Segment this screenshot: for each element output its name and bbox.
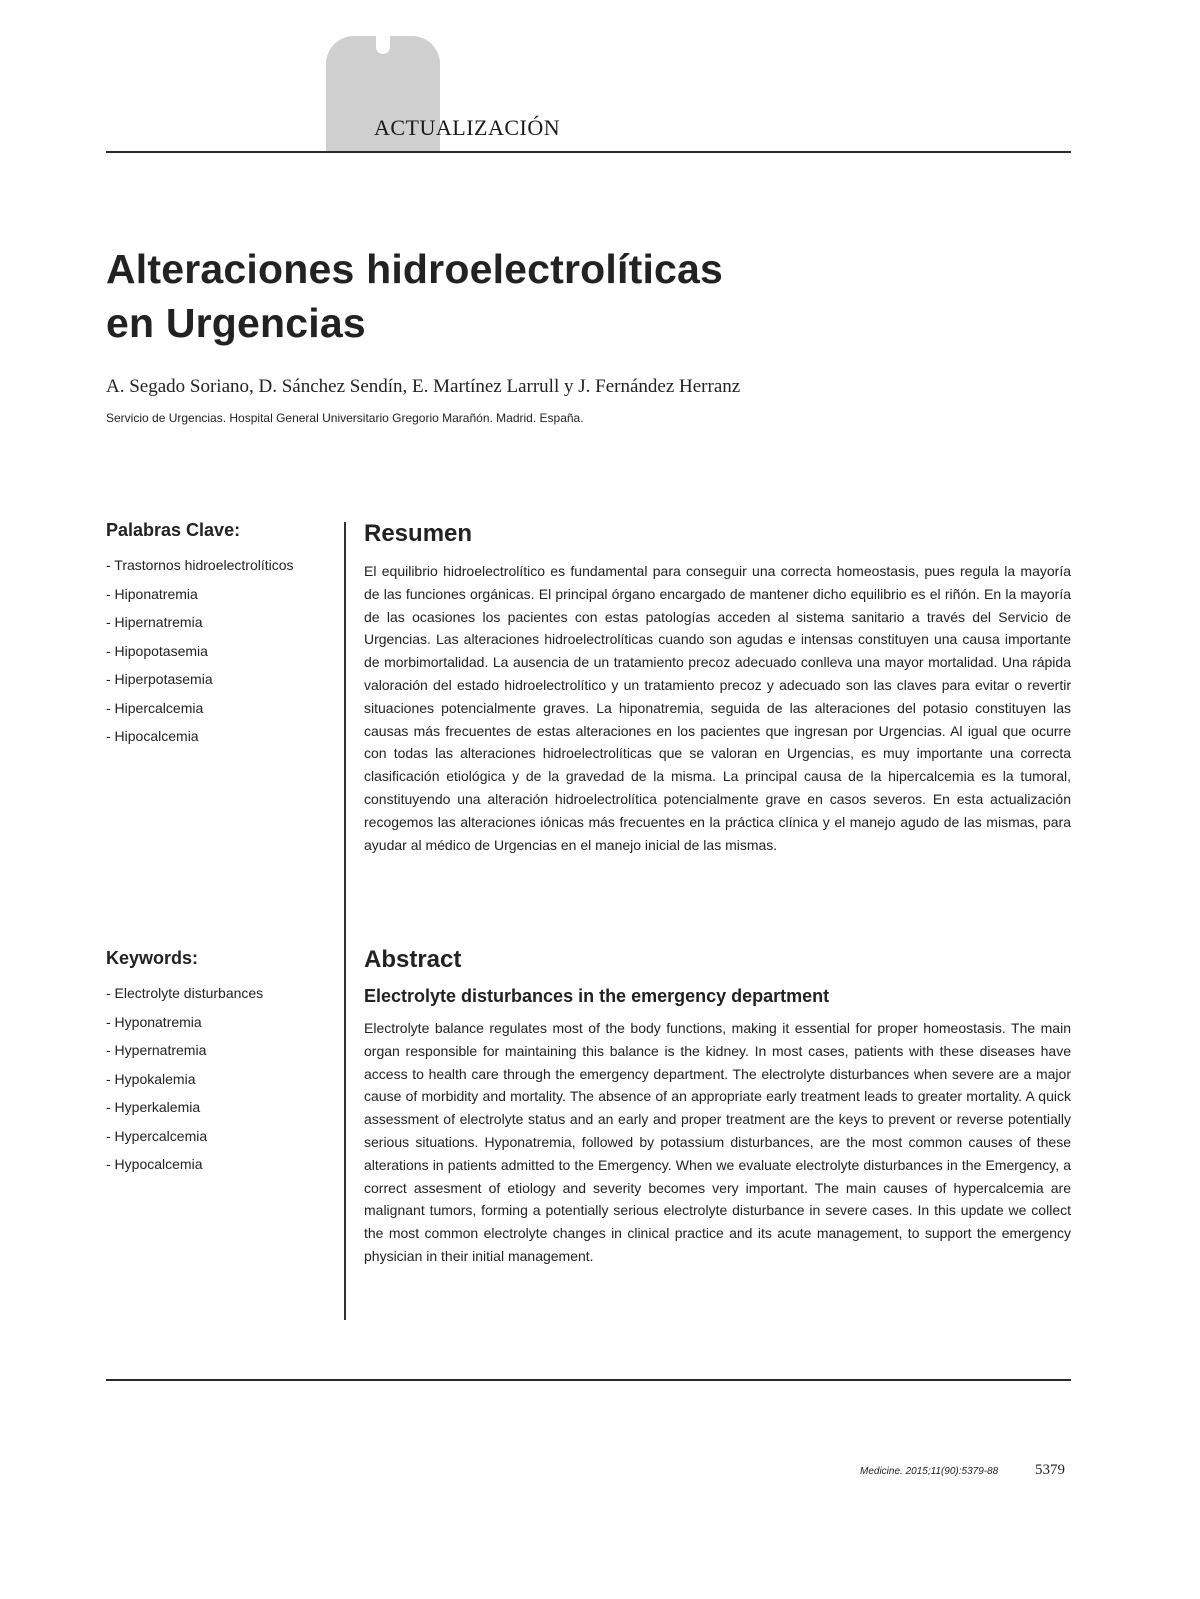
keywords-es-list [106,551,336,751]
column-divider [344,522,346,1320]
abstract-section [364,946,1071,1268]
keywords-en-section [106,948,336,1179]
header-rule [106,151,1071,153]
keywords-es-section [106,520,336,751]
abstract-text: Electrolyte balance regulates most of the body functions, making it essential for proper homeostasis. The main organ responsible for maintaining this balance is the kidney. In most cases, patients with these diseases have access to health care through the emergency department. The electrolyte disturbances when severe are a major cause of morbidity and mortality. The absence of an appropriate early treatment leads to greater mortality. A quick assessment of electrolyte status and an early and proper treatment are the keys to prevent or reverse potentially serious situations. Hyponatremia, followed by potassium disturbances, are the most common causes of these alterations in patients admitted to the Emergency. When we evaluate electrolyte disturbances in the Emergency, a correct assesment of etiology and severity becomes very important. The main causes of hypercalcemia are malignant tumors, forming a potentially serious electrolyte disturbance in severe cases. In this update we collect the most common electrolyte changes in clinical practice and its acute management, to support the emergency physician in their initial management. [364,1020,1071,1264]
resumen-heading: Resumen [364,520,473,547]
article-authors: A. Segado Soriano, D. Sánchez Sendín, E. Martínez Larrull y J. Fernández Herranz [106,376,741,397]
keyword-item: - Hipernatremia [106,614,203,630]
article-title-line-1: Alteraciones hidroelectrolíticas [106,246,724,292]
keyword-item: - Hyponatremia [106,1013,202,1030]
article-title-line-2: en Urgencias [106,300,366,346]
keyword-item: - Hypercalcemia [106,1127,208,1144]
keyword-item: - Hypocalcemia [106,1156,203,1172]
keywords-en-list [106,979,336,1179]
footer-citation: Medicine. 2015;11(90):5379-88 [860,1466,999,1477]
section-tab-notch [376,36,390,54]
keyword-item: - Hipocalcemia [106,728,199,744]
keyword-item: - Hipercalcemia [106,699,204,716]
keywords-es-heading: Palabras Clave: [106,520,241,540]
keyword-item: - Hypernatremia [106,1042,207,1058]
article-affiliation: Servicio de Urgencias. Hospital General Universitario Gregorio Marañón. Madrid. España. [106,411,584,425]
abstract-heading: Abstract [364,946,462,973]
keyword-item: - Hyperkalemia [106,1099,201,1115]
page-number: 5379 [1035,1462,1065,1478]
keyword-item: - Electrolyte disturbances [106,985,264,1001]
keyword-item: - Hipopotasemia [106,642,208,659]
abstract-subheading: Electrolyte disturbances in the emergency department [364,986,830,1006]
article-title [106,242,723,350]
keyword-item: - Trastornos hidroelectrolíticos [106,557,294,573]
keywords-en-heading: Keywords: [106,948,199,968]
keyword-item: - Hiperpotasemia [106,671,213,687]
resumen-section [364,520,1071,856]
keyword-item: - Hiponatremia [106,585,198,602]
resumen-text: El equilibrio hidroelectrolítico es fundamental para conseguir una correcta homeostasis, pues regula la mayoría de las funciones orgánicas. El principal órgano encargado de mantener dicho equilibrio es el riñón. En la mayoría de las ocasiones los pacientes con estas patologías acceden al sistema sanitario a través del Servicio de Urgencias. Las alteraciones hidroelectrolíticas cuando son agudas e intensas constituyen una causa importante de morbimortalidad. La ausencia de un tratamiento precoz adecuado conlleva una mayor mortalidad. Una rápida valoración del estado hidroelectrolítico y un tratamiento precoz y adecuado son las claves para evitar o revertir situaciones potencialmente graves. La hiponatremia, seguida de las alteraciones del potasio constituyen las causas más frecuentes de estas alteraciones en los pacientes que ingresan por Urgencias. Al igual que ocurre con todas las alteraciones hidroelectrolíticas que se valoran en Urgencias, es muy importante una correcta clasificación etiológica y de la gravedad de la misma. La principal causa de la hipercalcemia es la tumoral, constituyendo una alteración hidroelectrolítica potencialmente grave en casos severos. En esta actualización recogemos las alteraciones iónicas más frecuentes en la práctica clínica y el manejo agudo de las mismas, para ayudar al médico de Urgencias en el manejo inicial de las mismas. [364,563,1071,853]
footer-rule [106,1379,1071,1381]
section-label: ACTUALIZACIÓN [374,115,561,140]
keyword-item: - Hypokalemia [106,1070,196,1087]
